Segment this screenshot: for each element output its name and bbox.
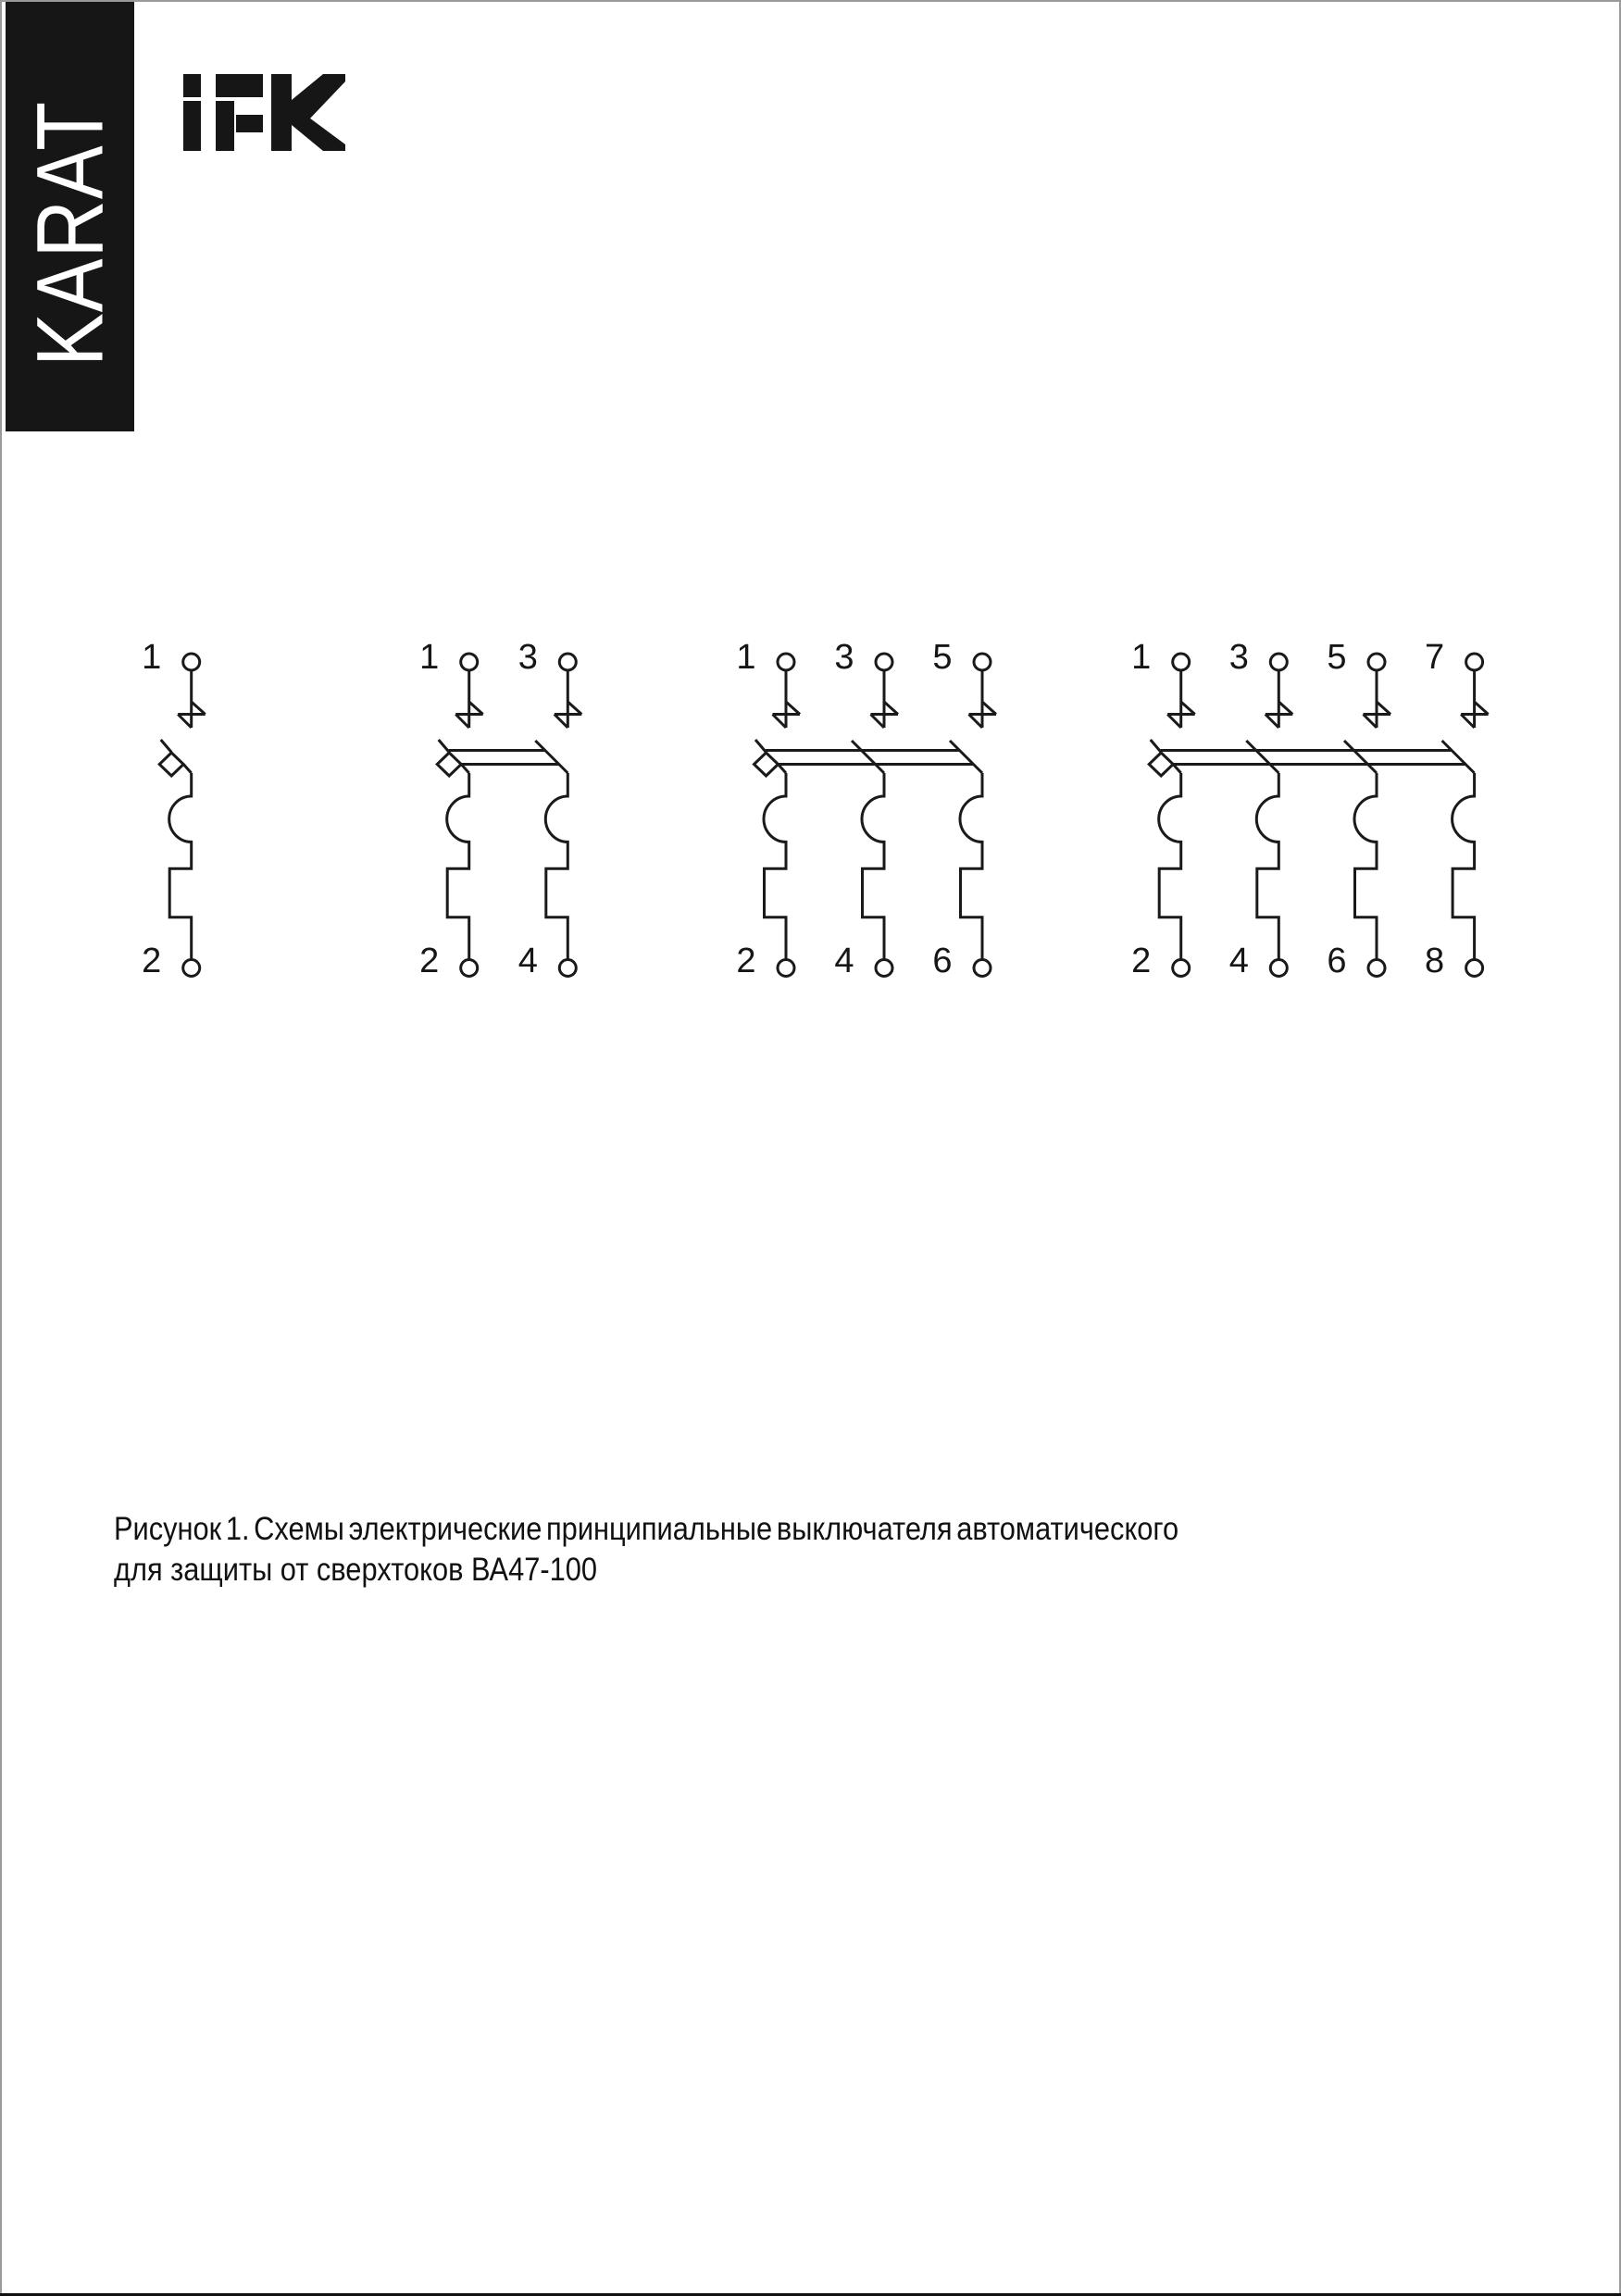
terminal-circle-top [183, 654, 200, 670]
terminal-label-bottom: 2 [1131, 942, 1152, 980]
terminal-circle-bottom [778, 960, 794, 977]
terminal-label-bottom: 2 [419, 942, 440, 980]
terminal-circle-bottom [876, 960, 892, 977]
terminal-label-top: 1 [1131, 638, 1152, 677]
figure-caption-line1 [114, 1509, 1178, 1550]
iek-logo-k-stem [271, 74, 292, 151]
karat-banner-text: KARAT [17, 100, 122, 367]
terminal-label-top: 3 [834, 638, 854, 677]
terminal-circle-bottom [1368, 960, 1385, 977]
terminal-label-bottom: 4 [834, 942, 854, 980]
caption-word: принципиальные [546, 1511, 773, 1547]
mechanical-linkage [1161, 751, 1465, 765]
mechanical-linkage [449, 751, 559, 765]
terminal-label-top: 1 [736, 638, 756, 677]
terminal-label-top: 5 [1327, 638, 1347, 677]
iek-logo-e-top [216, 74, 263, 97]
terminal-circle-bottom [1270, 960, 1287, 977]
iek-logo-i-dot [183, 74, 201, 97]
pole-conductor [1442, 671, 1489, 960]
terminal-label-bottom: 6 [932, 942, 953, 980]
terminal-circle-bottom [559, 960, 576, 977]
schematic-4pole [1131, 638, 1488, 980]
terminal-label-top: 3 [517, 638, 538, 677]
pole-conductor [1344, 671, 1390, 960]
terminal-label-top: 3 [1228, 638, 1249, 677]
terminal-label-bottom: 4 [517, 942, 538, 980]
schematic-2pole [419, 638, 581, 980]
terminal-circle-top [974, 654, 991, 670]
figure-caption [114, 1509, 1178, 1591]
breaker-schematics [0, 630, 1621, 991]
terminal-label-top: 1 [419, 638, 440, 677]
terminal-label-bottom: 6 [1327, 942, 1347, 980]
iek-logo-i-stem [183, 101, 201, 151]
terminal-circle-top [1270, 654, 1287, 670]
terminal-circle-bottom [461, 960, 478, 977]
schematic-3pole [736, 638, 996, 980]
release-diamond [159, 753, 183, 776]
pole-conductor [535, 671, 581, 960]
caption-word: Рисунок [114, 1511, 222, 1547]
terminal-circle-top [1466, 654, 1483, 670]
pole-conductor [852, 671, 898, 960]
terminal-label-bottom: 4 [1228, 942, 1249, 980]
terminal-circle-top [876, 654, 892, 670]
pole-conductor [1151, 671, 1195, 960]
iek-logo [182, 74, 345, 153]
terminal-label-top: 1 [142, 638, 162, 677]
pole-conductor [439, 671, 483, 960]
iek-logo-e-stem [216, 101, 234, 151]
release-diamond [1149, 753, 1173, 776]
caption-word: электрические [348, 1511, 542, 1547]
terminal-circle-bottom [183, 960, 200, 977]
terminal-circle-top [559, 654, 576, 670]
pole-conductor [950, 671, 996, 960]
karat-series-banner [6, 2, 134, 431]
page-border-top [0, 0, 1621, 2]
schematic-1pole [142, 638, 206, 980]
terminal-circle-bottom [1173, 960, 1190, 977]
terminal-circle-top [1368, 654, 1385, 670]
terminal-circle-top [778, 654, 794, 670]
release-diamond [754, 753, 779, 776]
terminal-label-bottom: 8 [1425, 942, 1445, 980]
figure-caption-line2: для защиты от сверхтоков ВА47-100 [114, 1552, 598, 1588]
terminal-label-bottom: 2 [736, 942, 756, 980]
iek-logo-k-lower-arm [292, 105, 345, 151]
release-diamond [437, 753, 461, 776]
pole-conductor [755, 671, 800, 960]
iek-logo-e-arm [236, 115, 263, 132]
caption-word: выключателя [776, 1511, 953, 1547]
caption-word: 1. [225, 1511, 250, 1547]
terminal-label-top: 5 [932, 638, 953, 677]
page-border-left [0, 0, 2, 2296]
terminal-circle-bottom [1466, 960, 1483, 977]
caption-word: автоматического [956, 1511, 1179, 1547]
terminal-circle-bottom [974, 960, 991, 977]
pole-conductor [161, 671, 206, 960]
terminal-circle-top [1173, 654, 1190, 670]
terminal-circle-top [461, 654, 478, 670]
terminal-label-top: 7 [1425, 638, 1445, 677]
caption-word: Схемы [254, 1511, 344, 1547]
terminal-label-bottom: 2 [142, 942, 162, 980]
pole-conductor [1246, 671, 1292, 960]
